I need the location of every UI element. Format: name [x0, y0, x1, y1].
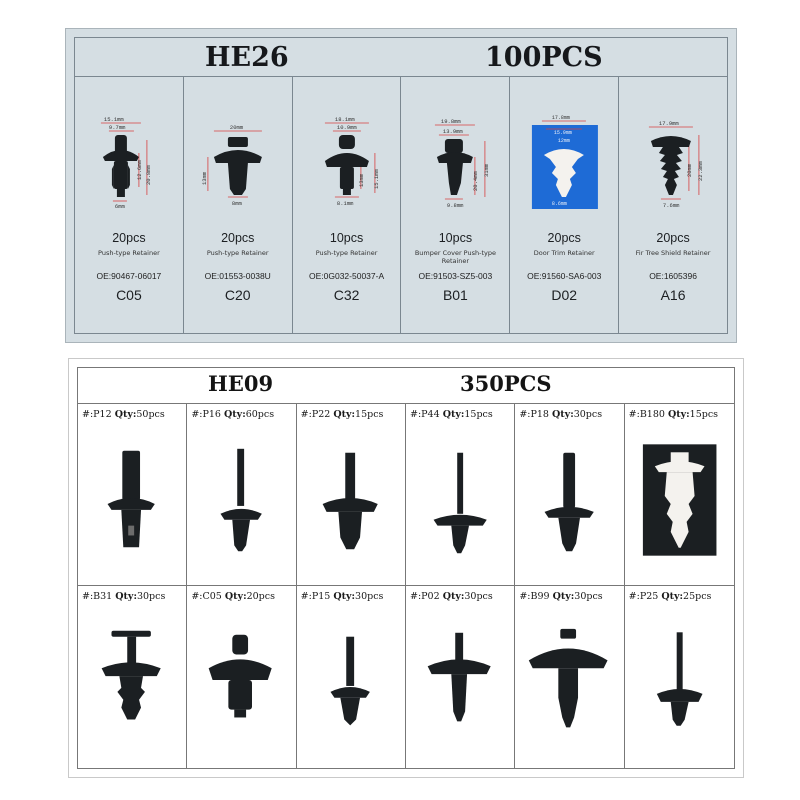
svg-text:20mm: 20mm [229, 124, 243, 131]
clip-cell-p15 [297, 586, 406, 768]
part-label [519, 409, 602, 420]
clip-type-name: Door Trim Retainer [533, 249, 595, 257]
oe-number: OE:0G032-50037-A [309, 271, 385, 281]
clip-type-name: Push-type Retainer [206, 249, 269, 257]
part-label [82, 409, 165, 420]
rivet-clip-icon [78, 426, 186, 576]
part-number: #:B99 [519, 591, 550, 602]
white-retainer-clip-icon [625, 426, 734, 576]
qty-prefix: Qty: [114, 409, 137, 420]
rivet-clip-icon [625, 608, 734, 758]
svg-text:15.9mm: 15.9mm [554, 130, 573, 136]
qty-prefix: Qty: [333, 409, 356, 420]
part-number: #:B31 [82, 591, 113, 602]
part-number: #:P02 [410, 591, 440, 602]
svg-text:10.9mm: 10.9mm [336, 124, 357, 131]
part-qty: 30pcs [573, 409, 603, 420]
svg-text:20mm: 20mm [686, 163, 694, 177]
model-code: A16 [660, 287, 686, 303]
clip-quantity: 10pcs [438, 231, 473, 245]
rivet-clip-icon [297, 608, 405, 758]
clip-cell-b180 [625, 404, 734, 586]
push-retainer-clip-icon [187, 608, 295, 758]
clip-quantity: 20pcs [221, 231, 255, 245]
clip-cell-p44 [406, 404, 515, 586]
rivet-clip-icon [187, 426, 295, 576]
svg-text:12mm: 12mm [558, 138, 571, 144]
part-label [301, 409, 384, 420]
svg-text:8mm: 8mm [231, 200, 242, 207]
qty-prefix: Qty: [442, 409, 465, 420]
clip-cell-a16 [619, 77, 727, 333]
svg-text:12.6mm: 12.6mm [135, 160, 143, 180]
part-label [301, 591, 384, 602]
svg-text:13mm: 13mm [357, 173, 365, 187]
clip-type-name: Push-type Retainer [315, 249, 378, 257]
push-type-retainer-clip-icon [184, 85, 292, 235]
part-number: #:B180 [628, 409, 665, 420]
svg-text:22.3mm: 22.3mm [697, 161, 705, 181]
panel-header [75, 38, 727, 77]
clip-grid [78, 404, 734, 768]
push-type-retainer-clip-icon [293, 85, 401, 235]
qty-prefix: Qty: [115, 591, 137, 602]
svg-text:7.6mm: 7.6mm [663, 202, 680, 209]
part-label [191, 591, 275, 602]
rivet-clip-icon [406, 426, 514, 576]
panel-frame [74, 37, 728, 334]
qty-prefix: Qty: [224, 409, 246, 420]
part-qty: 30pcs [464, 591, 493, 602]
svg-text:9.7mm: 9.7mm [108, 124, 126, 131]
clip-cell-p16 [187, 404, 296, 586]
kit-code: HE09 [208, 371, 274, 396]
model-code: D02 [551, 287, 578, 303]
svg-text:20.8mm: 20.8mm [144, 165, 152, 185]
oe-number: OE:91503-SZ5-003 [418, 271, 493, 281]
part-label [519, 591, 602, 602]
clip-cell-p18 [515, 404, 624, 586]
clip-cell-b99 [515, 586, 624, 768]
part-qty: 30pcs [355, 591, 384, 602]
kit-piece-count: 100PCS [485, 42, 603, 73]
push-retainer-clip-icon [78, 608, 186, 758]
part-label [82, 591, 165, 602]
clip-cell-d02 [510, 77, 619, 333]
part-label [629, 591, 712, 602]
svg-text:8.6mm: 8.6mm [552, 201, 568, 207]
part-number: #:P22 [300, 409, 331, 420]
part-label [410, 409, 493, 420]
product-panel-he26 [65, 28, 737, 343]
kit-piece-count: 350PCS [460, 371, 552, 396]
part-number: #:P12 [82, 409, 112, 420]
panel-header [78, 368, 734, 404]
qty-prefix: Qty: [552, 409, 574, 420]
part-number: #:P15 [300, 591, 331, 602]
model-code: C05 [116, 287, 142, 303]
part-number: #:P16 [191, 409, 221, 420]
push-retainer-clip-icon [515, 608, 623, 758]
svg-text:13.9mm: 13.9mm [443, 128, 464, 135]
clip-type-name: Fir Tree Shield Retainer [635, 249, 711, 257]
qty-prefix: Qty: [224, 591, 247, 602]
rivet-clip-icon [406, 608, 514, 758]
clip-cell-b01 [401, 77, 510, 333]
part-qty: 30pcs [136, 591, 166, 602]
clip-cell-c32 [293, 77, 402, 333]
svg-text:19.8mm: 19.8mm [441, 118, 462, 125]
part-qty: 25pcs [683, 591, 712, 602]
clip-cell-p25 [625, 586, 734, 768]
svg-text:6mm: 6mm [114, 203, 125, 210]
part-qty: 15pcs [464, 409, 493, 420]
part-qty: 50pcs [136, 409, 165, 420]
oe-number: OE:01553-0038U [204, 271, 271, 281]
clip-type-name: Push-type Retainer [98, 249, 160, 257]
part-number: #:P18 [519, 409, 549, 420]
part-number: #:P44 [410, 409, 440, 420]
clip-cell-p12 [78, 404, 187, 586]
product-panel-he09 [68, 358, 744, 778]
part-label [629, 409, 718, 420]
door-trim-retainer-clip-icon [510, 85, 618, 235]
oe-number: OE:91560-SA6-003 [527, 271, 602, 281]
panel-frame [77, 367, 735, 769]
part-number: #:C05 [191, 591, 222, 602]
oe-number: OE:90467-06017 [96, 271, 162, 281]
clip-cell-c05 [75, 77, 184, 333]
part-qty: 15pcs [689, 409, 719, 420]
svg-text:18.1mm: 18.1mm [334, 116, 355, 123]
qty-prefix: Qty: [442, 591, 465, 602]
part-qty: 30pcs [574, 591, 603, 602]
qty-prefix: Qty: [552, 591, 575, 602]
qty-prefix: Qty: [667, 409, 690, 420]
oe-number: OE:1605396 [649, 271, 697, 281]
part-qty: 60pcs [245, 409, 275, 420]
bumper-cover-retainer-clip-icon [401, 85, 509, 235]
clip-quantity: 20pcs [112, 231, 146, 245]
model-code: C20 [224, 287, 251, 303]
svg-text:17.8mm: 17.8mm [552, 115, 571, 121]
clip-cell-b31 [78, 586, 187, 768]
svg-text:13mm: 13mm [200, 171, 208, 185]
kit-code: HE26 [205, 42, 289, 73]
clip-cells [75, 77, 727, 333]
clip-cell-c20 [184, 77, 293, 333]
svg-text:17.9mm: 17.9mm [659, 120, 679, 127]
clip-quantity: 20pcs [547, 231, 581, 245]
part-qty: 20pcs [246, 591, 275, 602]
model-code: C32 [333, 287, 360, 303]
fir-tree-retainer-clip-icon [619, 85, 727, 235]
part-number: #:P25 [628, 591, 659, 602]
clip-type-name: Bumper Cover Push-type Retainer [414, 249, 496, 265]
clip-quantity: 20pcs [656, 231, 690, 245]
svg-text:15.1mm: 15.1mm [103, 116, 124, 123]
clip-quantity: 10pcs [329, 231, 364, 245]
part-label [191, 409, 274, 420]
part-qty: 15pcs [355, 409, 384, 420]
svg-text:15.1mm: 15.1mm [372, 169, 380, 189]
qty-prefix: Qty: [333, 591, 356, 602]
model-code: B01 [442, 287, 468, 303]
svg-text:9.8mm: 9.8mm [447, 202, 464, 209]
clip-cell-c05 [187, 586, 296, 768]
qty-prefix: Qty: [661, 591, 684, 602]
svg-text:8.1mm: 8.1mm [336, 200, 354, 207]
part-label [410, 591, 493, 602]
rivet-clip-icon [515, 426, 623, 576]
clip-cell-p22 [297, 404, 406, 586]
push-type-retainer-clip-icon [75, 85, 183, 235]
clip-cell-p02 [406, 586, 515, 768]
svg-text:31mm: 31mm [483, 163, 491, 177]
rivet-clip-icon [297, 426, 405, 576]
svg-text:20.4mm: 20.4mm [472, 171, 480, 191]
